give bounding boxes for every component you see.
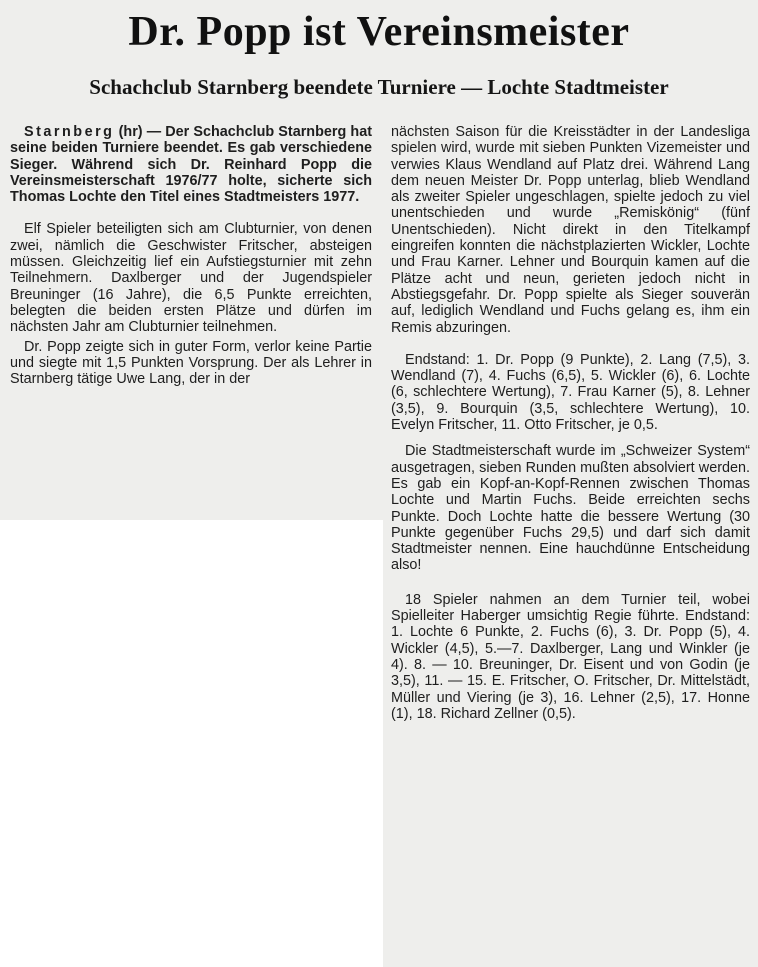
subheadline: Schachclub Starnberg beendete Turniere — Lochte Stadtmeister <box>89 75 669 99</box>
article-column-left <box>10 124 372 387</box>
body-paragraph: Elf Spieler beteiligten sich am Clubturnier, von denen zwei, nämlich die Geschwister Fritscher, absteigen müssen. Gleichzeitig lief ein Aufstiegsturnier mit zehn Teilnehmern. Daxlberger und der Jugendspieler Breuninger (16 Jahre), die 6,5 Punkte erreichten, belegten die beiden ersten Plätze und dürfen im nächsten Jahr am Clubturnier teilnehmen. <box>10 221 372 336</box>
body-paragraph: Die Stadtmeisterschaft wurde im „Schweizer System“ ausgetragen, sieben Runden mußten absolviert werden. Es gab ein Kopf-an-Kopf-Rennen zwischen Thomas Lochte und Martin Fuchs. Beide erreichten sechs Punkte. Doch Lochte hatte die bessere Wertung (30 Punkte gegenüber Fuchs 29,5) und darf sich damit Stadtmeister nennen. Eine hauchdünne Entscheidung also! <box>391 443 750 574</box>
results-paragraph: Endstand: 1. Dr. Popp (9 Punkte), 2. Lang (7,5), 3. Wendland (7), 4. Fuchs (6,5), 5. Wickler (6), 6. Lochte (6, schlechtere Wertung), 7. Frau Karner (5), 8. Lehner (3,5), 9. Bourquin (3,5, schlechtere Wertung), 10. Evelyn Fritscher, 11. Otto Fritscher, je 0,5. <box>391 351 750 434</box>
dateline-location: Starnberg <box>24 124 115 140</box>
results-paragraph: 18 Spieler nahmen an dem Turnier teil, wobei Spielleiter Haberger umsichtig Regie führte. Endstand: 1. Lochte 6 Punkte, 2. Fuchs (6), 3. Dr. Popp (5), 4. Wickler (4,5), 5.—7. Daxlberger, Lang und Winkler (je 4). 8. — 10. Breuninger, Dr. Eisent und von Godin (je 3,5), 11. — 15. E. Fritscher, O. Fritscher, Dr. Mittelstädt, Müller und Viering (je 3), 16. Lehner (2,5), 17. Honne (1), 18. Richard Zellner (0,5). <box>391 591 750 722</box>
lead-text: (hr) — Der Schachclub Starnberg hat seine beiden Turniere beendet. Es gab verschiedene Sieger. Während sich Dr. Reinhard Popp die Vereinsmeisterschaft 1976/77 holte, sicherte sich Thomas Lochte den Titel eines Stadtmeisters 1977. <box>10 124 372 206</box>
body-paragraph: Dr. Popp zeigte sich in guter Form, verlor keine Partie und siegte mit 1,5 Punkten Vorsprung. Der als Lehrer in Starnberg tätige Uwe Lang, der in der <box>10 338 372 388</box>
article-column-right <box>391 124 750 722</box>
body-paragraph: nächsten Saison für die Kreisstädter in der Landesliga spielen wird, wurde mit sieben Punkten Vizemeister und verwies Klaus Wendland auf Platz drei. Während Lang dem neuen Meister Dr. Popp unterlag, blieb Wendland als zweiter Spieler ungeschlagen, spielte jedoch zu viel unentschieden und wurde „Remiskönig“ (fünf Unentschieden). Nicht direkt in den Titelkampf eingreifen konnten die nächstplazierten Wickler, Lochte und Frau Karner. Lehner und Bourquin kamen auf die Plätze acht und neun, gerieten jedoch nicht in Abstiegsgefahr. Dr. Popp spielte als Sieger souverän auf, lediglich Wendland und Fuchs gelang es, ihm ein Remis abzuringen. <box>391 124 750 336</box>
headline: Dr. Popp ist Vereinsmeister <box>128 9 630 55</box>
lead-paragraph <box>10 124 372 205</box>
